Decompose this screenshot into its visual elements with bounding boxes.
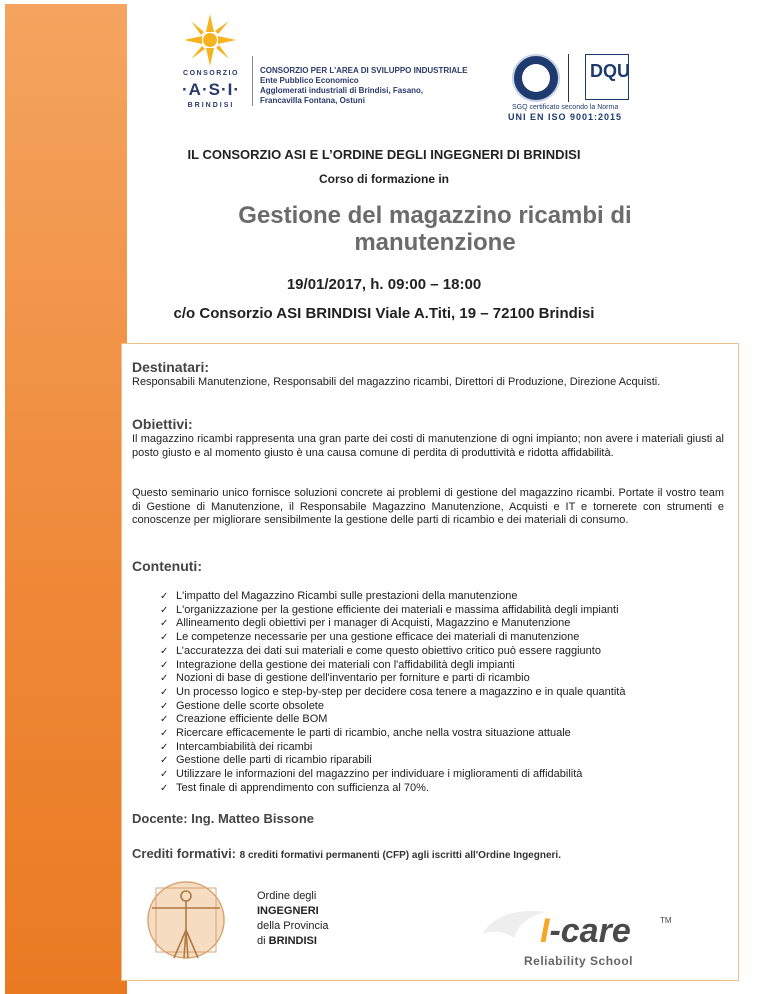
ordine-line-4 xyxy=(257,934,329,949)
credits-value: 8 crediti formativi permanenti (CFP) agli iscritti all'Ordine Ingegneri. xyxy=(239,850,561,861)
consorzio-line-4: Francavilla Fontana, Ostuni xyxy=(260,96,365,105)
check-icon: ✓ xyxy=(160,755,169,767)
asi-mid-text: ·A·S·I· xyxy=(182,80,240,99)
list-item xyxy=(160,700,730,714)
list-item-text: L'organizzazione per la gestione efficiente dei materiali e massima affidabilità degli impianti xyxy=(176,603,619,616)
ordine-line-1: Ordine degli xyxy=(257,890,317,902)
check-icon: ✓ xyxy=(160,728,169,740)
icare-rest: -care xyxy=(549,912,631,950)
list-item xyxy=(160,741,730,755)
header-divider xyxy=(252,56,253,106)
credits-label: Crediti formativi: xyxy=(132,846,237,861)
list-item-text: Creazione efficiente delle BOM xyxy=(176,713,328,726)
organizer-line: IL CONSORZIO ASI E L’ORDINE DEGLI INGEGNERI DI BRINDISI xyxy=(187,147,581,162)
course-title xyxy=(150,202,720,256)
check-icon: ✓ xyxy=(160,604,169,616)
credits xyxy=(132,846,561,861)
course-title-line-2: manutenzione xyxy=(354,229,516,256)
ordine-line-4-city: BRINDISI xyxy=(268,935,317,947)
icare-subtitle: Reliability School xyxy=(524,954,634,968)
list-item xyxy=(160,727,730,741)
obiettivi-heading: Obiettivi: xyxy=(132,416,193,432)
list-item-text: Intercambiabilità dei ricambi xyxy=(176,740,313,753)
event-venue: c/o Consorzio ASI BRINDISI Viale A.Titi, 19 – 72100 Brindisi xyxy=(173,305,595,322)
course-title-line-1: Gestione del magazzino ricambi di xyxy=(238,202,632,229)
asi-top-text: CONSORZIO xyxy=(183,70,239,77)
cert-line-2: UNI EN ISO 9001:2015 xyxy=(508,112,623,122)
list-item-text: Test finale di apprendimento con sufficienza al 70%. xyxy=(176,781,429,794)
accredia-logo xyxy=(512,54,560,102)
list-item xyxy=(160,645,730,659)
obiettivi-paragraph-1: Il magazzino ricambi rappresenta una gran parte dei costi di manutenzione di ogni impianto; non avere i materiali giusti al posto giusto e al momento giusto è una causa comune di perdita di produttività e ridotta affidabilità. xyxy=(132,433,724,459)
asi-bot-text: BRINDISI xyxy=(187,102,235,109)
contenuti-list xyxy=(160,590,730,796)
list-item xyxy=(160,617,730,631)
list-item-text: Nozioni di base di gestione dell'inventario per forniture e parti di ricambio xyxy=(176,672,530,685)
cert-line-1: SGQ certificato secondo la Norma xyxy=(512,104,619,111)
check-icon: ✓ xyxy=(160,769,169,781)
consorzio-line-1: CONSORZIO PER L'AREA DI SVILUPPO INDUSTRIALE xyxy=(260,66,468,75)
obiettivi-paragraph-2: Questo seminario unico fornisce soluzioni concrete ai problemi di gestione del magazzino ricambi. Portate il vostro team di Gestione di Manutenzione, il Responsabile Magazzino Manutenzione, Acquisti e IT e tornerete con strumenti e conoscenze per migliorare sensibilmente la gestione delle parti di ricambio e dei materiali di consumo. xyxy=(132,487,724,526)
list-item-text: Gestione delle scorte obsolete xyxy=(176,699,324,712)
list-item xyxy=(160,782,730,796)
asi-logo xyxy=(176,12,246,108)
list-item-text: L’accuratezza dei dati sui materiali e come questo obiettivo critico può essere raggiunto xyxy=(176,644,601,657)
check-icon: ✓ xyxy=(160,632,169,644)
consorzio-info xyxy=(260,66,467,106)
dqu-logo xyxy=(585,54,629,100)
icare-logo xyxy=(480,900,680,972)
icare-i: I xyxy=(540,912,550,950)
ordine-line-4-prefix: di xyxy=(257,935,269,947)
check-icon: ✓ xyxy=(160,618,169,630)
list-item-text: Ricercare efficacemente le parti di ricambio, anche nella vostra situazione attuale xyxy=(176,727,571,740)
list-item-text: Utilizzare le informazioni del magazzino per individuare i miglioramenti di affidabilità xyxy=(176,768,583,781)
list-item-text: L'impatto del Magazzino Ricambi sulle prestazioni della manutenzione xyxy=(176,590,518,602)
contenuti-heading: Contenuti: xyxy=(132,558,202,574)
consorzio-line-2: Ente Pubblico Economico xyxy=(260,76,359,85)
check-icon: ✓ xyxy=(160,741,169,753)
list-item xyxy=(160,754,730,768)
consorzio-line-3: Agglomerati industriali di Brindisi, Fasano, xyxy=(260,86,424,95)
check-icon: ✓ xyxy=(160,782,169,794)
list-item xyxy=(160,768,730,782)
list-item-text: Le competenze necessarie per una gestione efficace dei materiali di manutenzione xyxy=(176,631,580,644)
list-item-text: Gestione delle parti di ricambio riparabili xyxy=(176,754,372,767)
check-icon: ✓ xyxy=(160,673,169,685)
event-date: 19/01/2017, h. 09:00 – 18:00 xyxy=(286,276,482,293)
list-item xyxy=(160,672,730,686)
list-item xyxy=(160,686,730,700)
course-intro: Corso di formazione in xyxy=(318,172,449,186)
check-icon: ✓ xyxy=(160,714,169,726)
icare-tm: TM xyxy=(660,916,672,925)
dqu-text: DQU xyxy=(590,61,630,81)
list-item xyxy=(160,713,730,727)
list-item-text: Un processo logico e step-by-step per decidere cosa tenere a magazzino e in quale quantità xyxy=(176,685,626,698)
vitruvian-man-icon xyxy=(146,874,226,966)
list-item-text: Allineamento degli obiettivi per i manager di Acquisti, Magazzino e Manutenzione xyxy=(176,617,571,630)
destinatari-text: Responsabili Manutenzione, Responsabili del magazzino ricambi, Direttori di Produzione, Direzione Acquisti. xyxy=(132,376,661,388)
ordine-line-3: della Provincia xyxy=(257,920,329,932)
list-item xyxy=(160,631,730,645)
check-icon: ✓ xyxy=(160,591,169,602)
icare-wordmark xyxy=(540,912,631,951)
ordine-ingegneri-text xyxy=(257,889,329,949)
check-icon: ✓ xyxy=(160,700,169,712)
list-item-text: Integrazione della gestione dei materiali con l'affidabilità degli impianti xyxy=(176,658,515,671)
teacher: Docente: Ing. Matteo Bissone xyxy=(132,811,315,826)
destinatari-heading: Destinatari: xyxy=(132,359,210,375)
list-item xyxy=(160,604,730,618)
accredia-center xyxy=(522,64,550,92)
check-icon: ✓ xyxy=(160,686,169,698)
sun-icon xyxy=(182,12,238,68)
list-item xyxy=(160,590,730,604)
list-item xyxy=(160,659,730,673)
cert-divider xyxy=(568,54,569,102)
ordine-line-2: INGEGNERI xyxy=(257,905,319,917)
check-icon: ✓ xyxy=(160,659,169,671)
check-icon: ✓ xyxy=(160,645,169,657)
